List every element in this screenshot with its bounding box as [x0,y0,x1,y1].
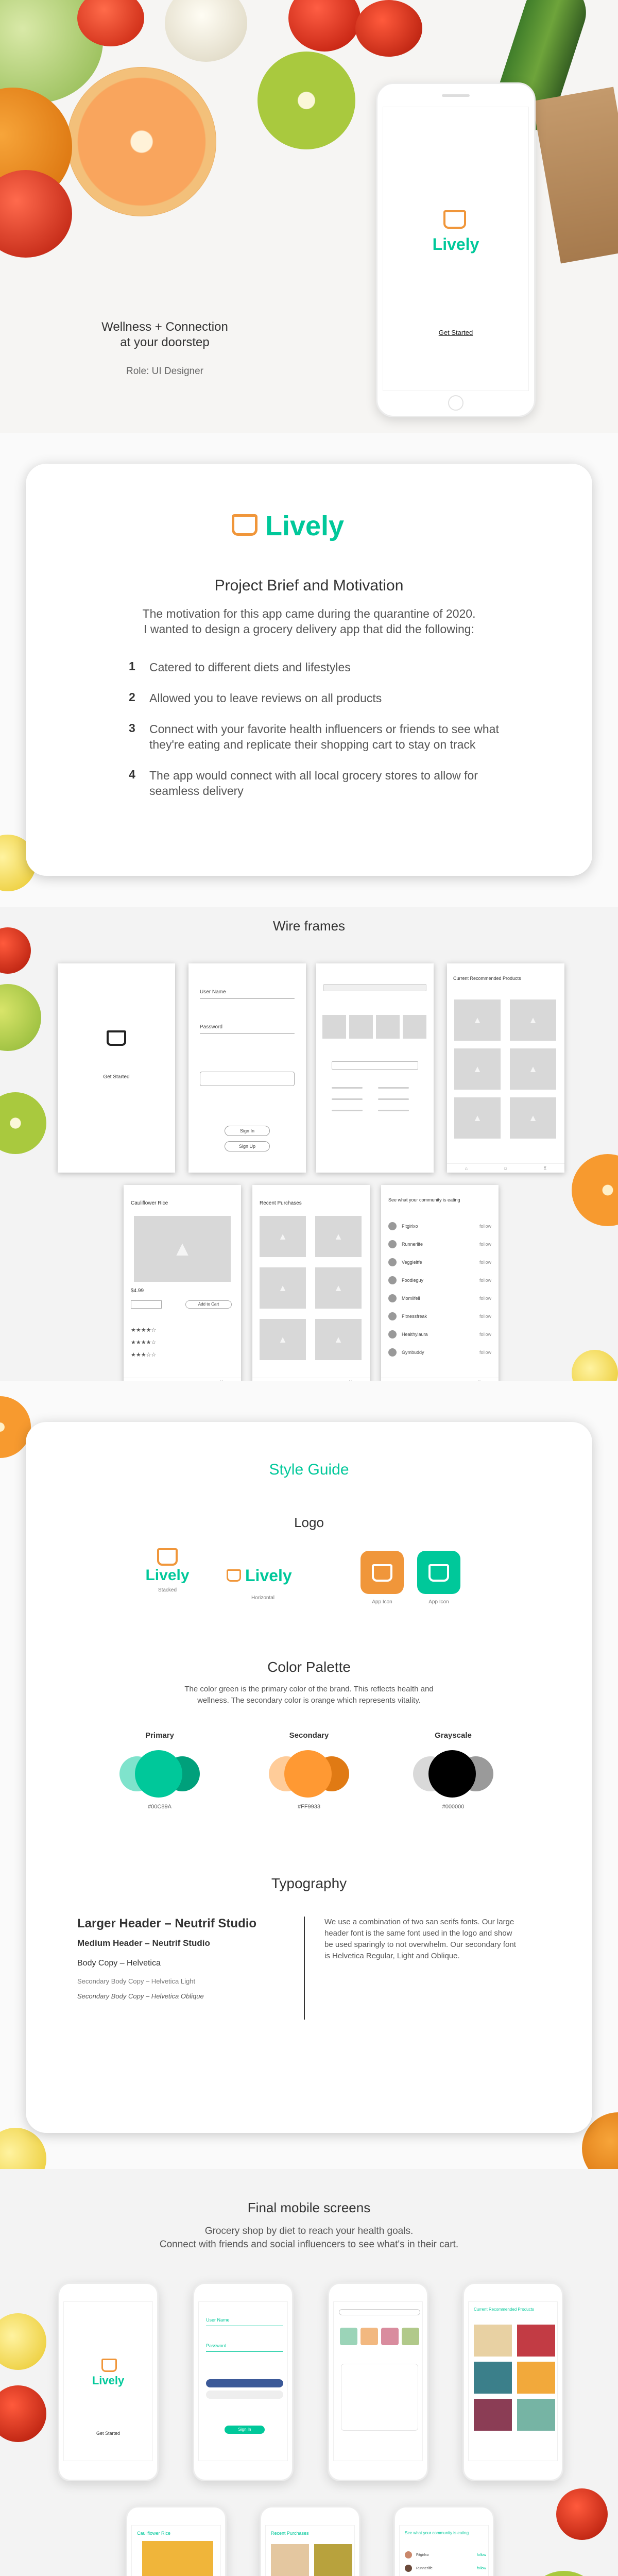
wf-thumb [376,1015,400,1039]
lemon-decoration [0,2313,46,2370]
phone-screen [63,2301,153,2461]
phone-screen [468,2301,558,2461]
swatch-grayscale [402,1731,505,1819]
hero-phone [376,82,536,417]
swatch-main [135,1750,182,1798]
typography-heading: Typography [271,1875,347,1891]
final-sign-in[interactable]: Sign In [225,2426,265,2434]
swatch-primary [108,1731,211,1819]
follow-button[interactable]: follow [479,1313,491,1319]
finals-desc-1: Grocery shop by diet to reach your health goals. [204,2226,414,2236]
swatch-label: Primary [145,1731,174,1740]
handle: Foodieguy [402,1277,424,1283]
wf-product-image[interactable]: ▲ [315,1267,362,1309]
wf-product-price: $4.99 [131,1288,144,1294]
list-item[interactable] [388,1343,491,1361]
app-icon-orange [360,1551,404,1594]
logo-caption: App Icon [372,1599,392,1605]
handle: Momlifeli [402,1295,420,1301]
phone-screen [383,107,529,391]
avatar [388,1276,397,1284]
wf-review-stars: ★★★★☆ ★★★★☆ ★★★☆☆ [131,1327,157,1358]
product-thumb[interactable] [402,2328,419,2345]
final-product-name: Cauliflower Rice [137,2531,171,2536]
follow-button[interactable]: follow [477,2566,486,2570]
wf-product-image[interactable]: ▲ [260,1319,306,1360]
avatar [405,2565,412,2572]
wf-option[interactable] [332,1110,363,1111]
product-thumb[interactable] [360,2328,378,2345]
get-started-button[interactable]: Get Started [438,329,473,336]
wf-product-image[interactable]: ▲ [260,1216,306,1257]
item-text: Allowed you to leave reviews on all products [149,691,382,705]
final-phone-recent [260,2506,360,2576]
avatar [388,1258,397,1266]
item-text: Connect with your favorite health influencers or friends to see what they're eating and replicate their shopping cart to stay on track [149,722,499,751]
follow-button[interactable]: follow [479,1223,491,1229]
home-icon[interactable]: ⌂ [465,1165,468,1171]
brief-list [129,659,510,799]
wf-product-image[interactable]: ▲ [315,1216,362,1257]
avatar [388,1330,397,1338]
final-phone-diet [328,2282,428,2481]
palette-desc-1: The color green is the primary color of the brand. This reflects health and [184,1685,434,1693]
final-brand: Lively [92,2374,125,2387]
final-google-button[interactable] [206,2391,283,2399]
brief-item [129,659,510,675]
type-medium: Medium Header – Neutrif Studio [77,1938,210,1948]
wf-thumb [322,1015,346,1039]
final-community-title: See what your community is eating [405,2531,469,2535]
wireframes-title: Wire frames [272,918,346,934]
final-phone-community [393,2506,494,2576]
handle: Gymbuddy [402,1349,424,1355]
cart-icon[interactable]: ⊻ [543,1165,547,1171]
final-fb-button[interactable] [206,2379,283,2387]
wireframes-section [0,907,618,1381]
basket-icon [107,1030,126,1046]
final-phone-product [126,2506,227,2576]
list-item[interactable] [405,2548,486,2562]
tomato-decoration [0,927,31,974]
wf-thumb [349,1015,373,1039]
wireframe-splash [58,963,175,1173]
wf-username-label: User Name [200,989,226,995]
hero-section [0,0,618,433]
handle: Runnerlife [416,2566,433,2570]
wf-product-image[interactable]: ▲ [260,1267,306,1309]
stacked-logo [136,1548,198,1605]
list-item[interactable] [388,1307,491,1325]
wf-social-buttons [200,1072,295,1086]
swatch-label: Grayscale [435,1731,472,1740]
list-item[interactable] [388,1289,491,1307]
brief-item [129,690,510,706]
type-light: Secondary Body Copy – Helvetica Light [77,1977,196,1985]
item-number: 2 [129,690,135,704]
list-item[interactable] [388,1235,491,1253]
product-tile[interactable] [474,2325,512,2357]
tagline [82,319,247,377]
avatar [405,2551,412,2558]
phone-screen [333,2301,423,2461]
wf-thumb [403,1015,426,1039]
brief-card [26,464,592,876]
apple-decoration [0,984,41,1051]
type-samples [77,1917,294,2000]
horizontal-logo [227,1566,319,1607]
final-follow-list [405,2548,486,2576]
list-item[interactable] [388,1325,491,1343]
wf-quantity[interactable] [131,1300,162,1309]
wf-product-image[interactable]: ▲ [510,999,556,1041]
follow-button[interactable]: follow [479,1295,491,1301]
handle: Fitnessfreak [402,1313,427,1319]
wf-add-cart[interactable]: Add to Cart [185,1300,232,1309]
final-phone-splash [58,2282,159,2481]
type-divider [304,1917,305,2020]
wireframe-diet [316,963,434,1173]
wireframe-recommended [447,963,564,1173]
tagline-line-1: Wellness + Connection [101,320,228,334]
follow-button[interactable]: follow [479,1259,491,1265]
wf-sign-in-button[interactable]: Sign In [225,1126,270,1136]
wf-search-bar[interactable] [323,984,426,991]
item-number: 1 [129,659,135,673]
kiwi-decoration [258,52,355,149]
kiwi-decoration [0,1092,46,1154]
basket-icon [157,1548,178,1566]
phone-brand-logo: Lively [432,235,479,253]
final-diet-panel [341,2364,418,2431]
item-text: Catered to different diets and lifestyles [149,660,351,674]
horizontal-brand: Lively [245,1566,292,1585]
grapefruit-decoration [67,67,216,216]
basket-icon [227,1569,241,1582]
brief-title: Project Brief and Motivation [214,577,404,594]
product-tile[interactable] [517,2399,555,2431]
wf-product-image[interactable]: ▲ [454,999,501,1041]
wf-product-name: Cauliflower Rice [131,1200,168,1206]
wf-product-image[interactable]: ▲ [510,1097,556,1139]
type-body: Body Copy – Helvetica [77,1959,161,1968]
follow-button[interactable]: follow [477,2553,486,2557]
final-password-field[interactable] [206,2351,283,2352]
wireframe-product [124,1185,241,1387]
swatch-secondary [258,1731,360,1819]
wf-sign-up-button[interactable]: Sign Up [225,1141,270,1151]
final-username: User Name [206,2317,230,2323]
handle: Veggieltfe [402,1259,422,1265]
final-get-started[interactable]: Get Started [96,2431,121,2436]
brief-section [0,433,618,907]
wf-tab-bar [447,1163,564,1173]
list-item[interactable] [405,2562,486,2575]
finals-title: Final mobile screens [247,2200,371,2215]
swatch-code: #FF9933 [297,1804,321,1810]
phone-screen [265,2525,355,2576]
item-number: 4 [129,768,135,781]
phone-screen [399,2525,489,2576]
product-tile[interactable] [474,2399,512,2431]
avatar [388,1240,397,1248]
final-password: Password [206,2343,227,2348]
avatar [388,1348,397,1357]
follow-button[interactable]: follow [479,1277,491,1283]
wf-option[interactable] [378,1087,409,1089]
swatch-code: #000000 [442,1804,465,1810]
swatch-circles [108,1748,211,1800]
wf-product-image[interactable]: ▲ [454,1097,501,1139]
phone-screen [131,2525,221,2576]
wf-recent-title: Recent Purchases [260,1200,302,1206]
swatch-code: #00C89A [148,1804,171,1810]
brief-item [129,768,510,799]
final-screens-section [0,2169,618,2576]
final-search[interactable] [339,2309,420,2315]
wireframe-recent [252,1185,370,1387]
paper-bag-decoration [532,87,618,264]
list-item[interactable] [388,1253,491,1271]
wf-product-image[interactable]: ▲ [454,1048,501,1090]
wf-product-image[interactable]: ▲ [315,1319,362,1360]
wf-follow-list [388,1217,491,1361]
wf-username-field[interactable] [200,998,295,999]
product-tile[interactable] [314,2544,352,2576]
people-icon[interactable]: ☺ [503,1165,508,1171]
tomato-decoration [0,2385,46,2442]
brief-logo [232,510,386,546]
wf-option[interactable] [378,1110,409,1111]
wf-password-field[interactable] [200,1033,295,1034]
handle: Runnerlife [402,1241,423,1247]
item-number: 3 [129,721,135,735]
swatch-label: Secondary [289,1731,329,1740]
follow-button[interactable]: follow [479,1349,491,1355]
final-product-image [142,2541,213,2576]
logo-heading: Logo [294,1515,324,1530]
orange-decoration [572,1154,618,1226]
handle: Healthylaura [402,1331,428,1337]
follow-button[interactable]: follow [479,1241,491,1247]
logo-caption: Horizontal [251,1595,275,1601]
product-tile[interactable] [271,2544,309,2576]
wf-option[interactable] [332,1087,363,1089]
type-oblique: Secondary Body Copy – Helvetica Oblique [77,1992,204,2000]
brief-intro-1: The motivation for this app came during the quarantine of 2020. [142,607,476,620]
brief-item [129,721,510,752]
wf-community-title: See what your community is eating [388,1197,460,1202]
avatar [388,1294,397,1302]
swatch-main [284,1750,332,1798]
item-text: The app would connect with all local grocery stores to allow for seamless delivery [149,769,478,798]
tomato-decoration-3 [288,0,360,52]
wf-product-image[interactable]: ▲ [510,1048,556,1090]
final-phone-recommended [462,2282,563,2481]
wireframe-community [381,1185,499,1387]
follow-button[interactable]: follow [479,1331,491,1337]
final-recent-title: Recent Purchases [271,2531,309,2536]
basket-icon [443,210,466,229]
tomato-decoration-2 [0,170,72,258]
product-thumb[interactable] [381,2328,399,2345]
phone-screen [198,2301,288,2461]
finals-desc-2: Connect with friends and social influencers to see what's in their cart. [159,2239,459,2250]
style-guide-title: Style Guide [269,1461,349,1478]
product-tile[interactable] [517,2362,555,2394]
kiwi-decoration [525,2571,603,2576]
brief-brand: Lively [265,511,345,541]
basket-icon [232,514,258,536]
list-item[interactable] [388,1217,491,1235]
swatch-main [428,1750,476,1798]
product-tile[interactable] [474,2362,512,2394]
wf-option[interactable] [378,1098,409,1100]
role-label: Role: UI Designer [126,366,203,377]
swatch-circles [402,1748,505,1800]
type-large: Larger Header – Neutrif Studio [77,1917,257,1930]
phone-speaker [442,94,470,97]
basket-icon [428,1564,449,1582]
phone-home-button [448,395,464,411]
avatar [388,1312,397,1320]
tomato-decoration-4 [355,0,422,57]
wf-filter-field[interactable] [332,1061,418,1070]
product-thumb[interactable] [340,2328,357,2345]
wf-recommended-title: Current Recommended Products [453,976,521,981]
logo-caption: App Icon [428,1599,449,1605]
final-rec-title: Current Recommended Products [474,2307,534,2312]
tagline-line-2: at your doorstep [120,335,210,349]
basket-icon [372,1564,392,1582]
final-phone-login [193,2282,294,2481]
wf-get-started[interactable]: Get Started [103,1074,130,1080]
logo-caption: Stacked [158,1587,177,1593]
palette-desc-2: wellness. The secondary color is orange which represents vitality. [197,1696,421,1705]
product-tile[interactable] [517,2325,555,2357]
avatar [388,1222,397,1230]
wf-option[interactable] [332,1098,363,1100]
wf-password-label: Password [200,1024,222,1030]
swatch-circles [258,1748,360,1800]
style-guide-card [26,1422,592,2133]
app-icon-teal [417,1551,460,1594]
handle: Fitgirlxo [416,2553,429,2557]
handle: Fitgirlxo [402,1223,418,1229]
style-guide-section [0,1381,618,2169]
list-item[interactable] [388,1271,491,1289]
tomato-decoration-2 [556,2488,608,2540]
type-desc: We use a combination of two san serifs fonts. Our large header font is the same font used in the logo and show be used sparingly to not overwhelm. Our secondary font is Helvetica Regular, Light and Oblique. [324,1918,516,1960]
wf-product-hero: ▲ [134,1216,231,1282]
brief-intro-2: I wanted to design a grocery delivery app that did the following: [144,622,474,636]
stacked-brand: Lively [145,1567,190,1584]
palette-heading: Color Palette [267,1659,351,1675]
basket-icon [101,2359,117,2372]
wireframe-login [188,963,306,1173]
garlic-decoration [165,0,247,62]
